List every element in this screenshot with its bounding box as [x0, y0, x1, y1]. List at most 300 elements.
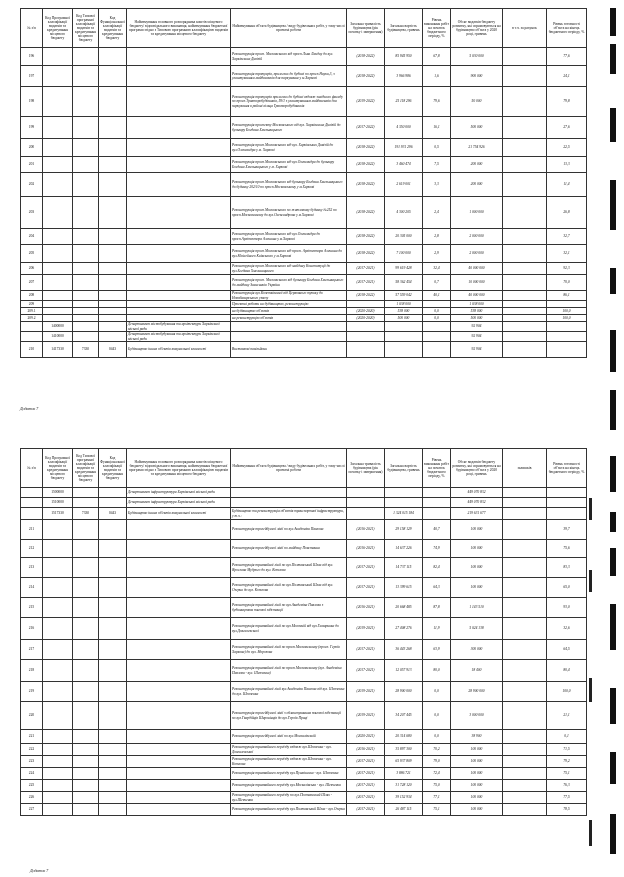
page-1-footer: Додаток 7: [20, 406, 39, 411]
cell-cost: 14 637 226: [385, 540, 423, 558]
cell-cost: [385, 498, 423, 508]
scan-mark: [610, 44, 616, 74]
cell-kpk: [43, 291, 73, 301]
cell-source: [503, 275, 547, 291]
cell-term: (2016-2021): [347, 540, 385, 558]
table-row: [21, 48, 587, 66]
cell-main: [127, 792, 231, 804]
cell-source: [503, 301, 547, 308]
cell-ready: [547, 342, 587, 358]
cell-pct: 40,1: [423, 291, 451, 301]
cell-cost: 28 900 000: [385, 682, 423, 702]
cell-tpkv: [73, 660, 99, 682]
cell-fkv: [99, 87, 127, 117]
cell-cost: 3 966 986: [385, 66, 423, 87]
cell-term: [347, 332, 385, 342]
cell-main: Будівництво інших об'єктів комунальної власності: [127, 342, 231, 358]
cell-cost: 20 305 000: [385, 229, 423, 245]
cell-object: Реконструкція трамвайного переїзду вздовж вул.Шевченка - вул. Котлова: [231, 756, 347, 768]
cell-source: [503, 173, 547, 197]
cell-main: [127, 263, 231, 275]
table-row: [21, 229, 587, 245]
cell-pct: 7,5: [423, 157, 451, 173]
cell-source: [503, 332, 547, 342]
cell-cost: 12 057 913: [385, 660, 423, 682]
cell-pct: 0,0: [423, 308, 451, 315]
table-row: [21, 540, 587, 558]
cell-ready: 32,6: [547, 618, 587, 640]
cell-pct: 16,1: [423, 117, 451, 139]
scan-mark: [589, 678, 592, 702]
cell-cost: 34 207 445: [385, 702, 423, 730]
cell-main: [127, 117, 231, 139]
cell-volume: 28 900 000: [451, 682, 503, 702]
cell-n: 222: [21, 744, 43, 756]
header-pct: Рівень виконання робіт на початок бюджетного періоду, %: [423, 449, 451, 488]
cell-tpkv: [73, 618, 99, 640]
cell-main: [127, 229, 231, 245]
cell-kpk: 1510000: [43, 498, 73, 508]
cell-volume: 40 000 000: [451, 291, 503, 301]
header-tpkv: Код Типової програмної класифікації видатків та кредитування місцевого бюджету: [73, 9, 99, 48]
cell-tpkv: [73, 308, 99, 315]
cell-term: (2017-2021): [347, 792, 385, 804]
cell-ready: [547, 322, 587, 332]
cell-source: [503, 315, 547, 322]
cell-term: (2017-2021): [347, 263, 385, 275]
cell-cost: 7 100 000: [385, 245, 423, 263]
cell-pct: 3,3: [423, 173, 451, 197]
cell-object: Реконструкція тротуарів, прилеглих до будівлі по просп.Науки,3, з улаштуванням майданчиків для паркування у м.Харкові: [231, 66, 347, 87]
cell-main: [127, 768, 231, 780]
cell-kpk: 1400000: [43, 322, 73, 332]
cell-n: 202: [21, 173, 43, 197]
cell-ready: 79,8: [547, 87, 587, 117]
cell-n: 220: [21, 702, 43, 730]
cell-pct: 1,6: [423, 66, 451, 87]
cell-pct: 0,5: [423, 139, 451, 157]
cell-term: (2018-2022): [347, 229, 385, 245]
cell-object: Реконструкція трамвайного переїзду вул.Москалівська - вул. Шевченка: [231, 780, 347, 792]
table-row: [21, 291, 587, 301]
cell-term: (2018-2022): [347, 48, 385, 66]
cell-pct: 87,8: [423, 598, 451, 618]
cell-n: [21, 488, 43, 498]
cell-n: 211: [21, 520, 43, 540]
cell-main: [127, 682, 231, 702]
cell-object: Реконструкція трамвайної лінії по просп.Московському (просп. Героїв Харкова) до вул. Морозова: [231, 640, 347, 660]
cell-kpk: [43, 139, 73, 157]
cell-object: Виставкові павільйони: [231, 342, 347, 358]
cell-volume: 100 000: [451, 540, 503, 558]
table-row: [21, 768, 587, 780]
cell-tpkv: [73, 756, 99, 768]
cell-main: Будівництво інших об'єктів комунальної власності: [127, 508, 231, 520]
cell-object: Реконструкція тролейбусної лінії з облаштуванням тягової підстанції по вул.Гвардійців Широнінців до вул.Героїв Праці: [231, 702, 347, 730]
header-name-obj: Найменування об'єкта будівництва / виду будівельних робіт, у тому числі проектні роботи: [231, 449, 347, 488]
scan-mark: [589, 498, 592, 520]
cell-cost: 85 945 950: [385, 48, 423, 66]
cell-cost: 39 152 934: [385, 792, 423, 804]
header-vol: Обсяг видатків бюджету розвитку, які спрямовуються на будівництво об'єкта у 2020 році, гривень: [451, 9, 503, 48]
cell-volume: 5 024 138: [451, 618, 503, 640]
page-2-footer: Додаток 7: [30, 868, 49, 873]
cell-n: 217: [21, 640, 43, 660]
table-row: [21, 342, 587, 358]
cell-volume: 538 000: [451, 308, 503, 315]
cell-pct: 64,3: [423, 578, 451, 598]
cell-kpk: [43, 308, 73, 315]
scan-mark: [610, 604, 616, 650]
cell-fkv: [99, 275, 127, 291]
cell-object: Реконструкція трамвайного переїзду по вул.Полтавський Шлях - вул.Шевченка: [231, 792, 347, 804]
cell-main: [127, 275, 231, 291]
scan-mark: [610, 512, 616, 532]
cell-n: [21, 332, 43, 342]
cell-kpk: [43, 275, 73, 291]
cell-object: Реконструкція просп.Московського від майдану Конституції до вул.Богдана Хмельницького: [231, 263, 347, 275]
cell-volume: 92 904: [451, 342, 503, 358]
cell-object: Реконструкція просп.Московського від вул. Харківських Дивізій до вул.Олександра у м. Харкові: [231, 139, 347, 157]
cell-pct: 2,8: [423, 229, 451, 245]
cell-kpk: [43, 640, 73, 660]
cell-object: на реконструкцію об'єктів: [231, 315, 347, 322]
cell-pct: 0,0: [423, 730, 451, 744]
cell-main: [127, 598, 231, 618]
table-row: [21, 87, 587, 117]
cell-pct: 2,9: [423, 245, 451, 263]
cell-main: [127, 173, 231, 197]
scan-mark: [610, 268, 616, 294]
cell-ready: 26,8: [547, 197, 587, 229]
table-row: [21, 578, 587, 598]
cell-cost: 25 118 296: [385, 87, 423, 117]
cell-n: 199: [21, 117, 43, 139]
cell-n: 208: [21, 291, 43, 301]
table-row: [21, 197, 587, 229]
cell-term: (2018-2022): [347, 197, 385, 229]
cell-volume: 1 000 000: [451, 197, 503, 229]
header-tpkv: Код Типової програмної класифікації видатків та кредитування місцевого бюджету: [73, 449, 99, 488]
cell-object: Реконструкція тротуарів прилеглих до будівлі вздовж західного фасаду по просп.Тракторобудівників, 59/1 з улаштуванням майданчиків для паркування в районі кільця Тракторобудівників: [231, 87, 347, 117]
cell-object: Реконструкція трамвайного переїзду вул.Пушкінська - вул. Шевченка: [231, 768, 347, 780]
cell-n: 196: [21, 48, 43, 66]
cell-term: [347, 322, 385, 332]
cell-n: 203: [21, 197, 43, 229]
cell-volume: 449 070 832: [451, 488, 503, 498]
cell-ready: 0,1: [547, 730, 587, 744]
cell-object: Реконструкція трамвайної лінії по вул.Полтавський Шлях від вул. Ярослава Мудрого до вул. Котлова: [231, 558, 347, 578]
cell-n: 209.1: [21, 308, 43, 315]
cell-pct: [423, 322, 451, 332]
cell-ready: 75,1: [547, 768, 587, 780]
cell-volume: 100 000: [451, 768, 503, 780]
cell-source: [503, 66, 547, 87]
cell-n: 197: [21, 66, 43, 87]
scan-mark: [610, 752, 616, 784]
cell-tpkv: 7330: [73, 342, 99, 358]
cell-main: [127, 540, 231, 558]
cell-fkv: [99, 173, 127, 197]
cell-main: [127, 780, 231, 792]
cell-fkv: 0443: [99, 508, 127, 520]
cell-pct: 74,9: [423, 540, 451, 558]
cell-source: [503, 508, 547, 520]
cell-source: [503, 768, 547, 780]
cell-fkv: [99, 301, 127, 308]
cell-term: (2016-2021): [347, 598, 385, 618]
cell-ready: 32,7: [547, 229, 587, 245]
cell-term: (2017-2022): [347, 117, 385, 139]
cell-cost: 65 937 809: [385, 756, 423, 768]
cell-tpkv: [73, 598, 99, 618]
cell-fkv: [99, 488, 127, 498]
cell-fkv: [99, 291, 127, 301]
cell-source: [503, 540, 547, 558]
cell-term: (2018-2022): [347, 173, 385, 197]
cell-term: (2017-2021): [347, 780, 385, 792]
table-row: [21, 322, 587, 332]
cell-main: Департамент містобудування та архітектури Харківської міської ради: [127, 322, 231, 332]
cell-volume: 50 000: [451, 87, 503, 117]
cell-kpk: [43, 117, 73, 139]
cell-tpkv: [73, 578, 99, 598]
cell-pct: 72,4: [423, 768, 451, 780]
cell-pct: 0,0: [423, 315, 451, 322]
cell-cost: 191 931 296: [385, 139, 423, 157]
cell-kpk: [43, 792, 73, 804]
cell-term: [347, 508, 385, 520]
cell-pct: 2,4: [423, 197, 451, 229]
cell-object: Будівництво та реконструкція об'єктів транспортної інфраструктури, у т.ч.:: [231, 508, 347, 520]
cell-n: 216: [21, 618, 43, 640]
cell-term: (2017-2021): [347, 756, 385, 768]
cell-volume: 100 000: [451, 520, 503, 540]
cell-term: (2019-2021): [347, 682, 385, 702]
cell-term: (2017-2021): [347, 804, 385, 816]
header-kpk: Код Програмної класифікації видатків та кредитування місцевого бюджету: [43, 449, 73, 488]
cell-pct: [423, 508, 451, 520]
cell-term: (2018-2022): [347, 66, 385, 87]
table-row: [21, 598, 587, 618]
cell-tpkv: [73, 498, 99, 508]
cell-volume: 40 000 000: [451, 263, 503, 275]
cell-cost: 20 668 485: [385, 598, 423, 618]
cell-fkv: [99, 730, 127, 744]
cell-object: Реконструкція просп.Московського від просп. Архітектора Алешина до вул.Ювілейного Київського у м.Харкові: [231, 245, 347, 263]
header-cost: Загальна вартість будівництва, гривень: [385, 9, 423, 48]
cell-cost: 26 487 115: [385, 804, 423, 816]
cell-tpkv: [73, 291, 99, 301]
cell-tpkv: [73, 117, 99, 139]
cell-kpk: [43, 87, 73, 117]
cell-n: [21, 508, 43, 520]
cell-term: (2020-2020): [347, 315, 385, 322]
cell-kpk: 1517330: [43, 508, 73, 520]
cell-cost: 1 324 015 184: [385, 508, 423, 520]
cell-source: [503, 640, 547, 660]
cell-main: [127, 660, 231, 682]
cell-pct: [423, 301, 451, 308]
cell-pct: 0,7: [423, 275, 451, 291]
cell-tpkv: [73, 315, 99, 322]
cell-term: (2017-2021): [347, 578, 385, 598]
cell-fkv: [99, 117, 127, 139]
cell-cost: 27 408 276: [385, 618, 423, 640]
cell-kpk: [43, 768, 73, 780]
cell-n: 206: [21, 263, 43, 275]
cell-fkv: [99, 263, 127, 275]
cell-kpk: [43, 682, 73, 702]
table-row: [21, 558, 587, 578]
cell-tpkv: [73, 173, 99, 197]
cell-volume: 219 631 677: [451, 508, 503, 520]
table-row: [21, 315, 587, 322]
cell-volume: 100 000: [451, 792, 503, 804]
cell-tpkv: [73, 640, 99, 660]
cell-fkv: [99, 744, 127, 756]
scan-mark: [610, 548, 616, 576]
cell-ready: 80,4: [547, 660, 587, 682]
header-row: [21, 449, 587, 488]
cell-cost: 13 399 615: [385, 578, 423, 598]
cell-n: 221: [21, 730, 43, 744]
header-name-obj: Найменування об'єкта будівництва / виду будівельних робіт, у тому числі проектні роботи: [231, 9, 347, 48]
table-row: [21, 702, 587, 730]
cell-fkv: [99, 702, 127, 730]
header-name-main: Найменування головного розпорядника коштів місцевого бюджету/ відповідального виконавця, найменування бюджетної програми згідно з Типовою програмною класифікацією видатків та кредитування місцевого бюджету: [127, 9, 231, 48]
table-row: [21, 660, 587, 682]
cell-volume: 5 030 000: [451, 48, 503, 66]
cell-ready: 100,0: [547, 315, 587, 322]
cell-fkv: [99, 768, 127, 780]
cell-n: 227: [21, 804, 43, 816]
table-row: [21, 301, 587, 308]
cell-kpk: [43, 315, 73, 322]
cell-n: 212: [21, 540, 43, 558]
cell-term: [347, 342, 385, 358]
cell-pct: 67,8: [423, 48, 451, 66]
cell-pct: 82,4: [423, 558, 451, 578]
cell-main: [127, 804, 231, 816]
header-ready: Рівень готовності об'єкта на кінець бюджетного періоду, %: [547, 449, 587, 488]
scan-mark: [589, 820, 592, 846]
cell-n: 226: [21, 792, 43, 804]
cell-source: [503, 598, 547, 618]
cell-n: 209: [21, 301, 43, 308]
cell-object: Реконструкція трамвайної лінії вул.Академіка Павлова від вул. Шевченка до вул. Шевченка: [231, 682, 347, 702]
cell-pct: 80,0: [423, 660, 451, 682]
table-row: [21, 245, 587, 263]
cell-tpkv: [73, 48, 99, 66]
cell-kpk: [43, 756, 73, 768]
cell-main: [127, 744, 231, 756]
cell-kpk: [43, 730, 73, 744]
header-row: [21, 9, 587, 48]
scan-mark: [610, 330, 616, 372]
cell-n: 204: [21, 229, 43, 245]
cell-main: [127, 197, 231, 229]
cell-main: [127, 66, 231, 87]
cell-kpk: [43, 660, 73, 682]
cell-cost: [385, 342, 423, 358]
cell-fkv: [99, 157, 127, 173]
cell-fkv: [99, 618, 127, 640]
cell-tpkv: [73, 332, 99, 342]
cell-object: Реконструкція тролейбусної лінії по вул.Москалівській: [231, 730, 347, 744]
table-row: [21, 173, 587, 197]
header-vol: Обсяг видатків бюджету розвитку, які спрямовуються на будівництво об'єкта у 2020 році, гривень: [451, 449, 503, 488]
cell-source: [503, 520, 547, 540]
cell-main: [127, 291, 231, 301]
cell-object: Реконструкція трамвайного переїзду вул.Полтавський Шлях - вул.Озерна: [231, 804, 347, 816]
cell-ready: 100,0: [547, 682, 587, 702]
scan-mark: [610, 688, 616, 724]
cell-ready: 70,0: [547, 275, 587, 291]
cell-volume: 18 400: [451, 660, 503, 682]
cell-source: [503, 87, 547, 117]
cell-ready: 22,5: [547, 139, 587, 157]
cell-cost: [385, 488, 423, 498]
cell-main: [127, 87, 231, 117]
header-source: залишків: [503, 449, 547, 488]
cell-main: [127, 578, 231, 598]
cell-tpkv: [73, 702, 99, 730]
cell-pct: 75,0: [423, 780, 451, 792]
cell-tpkv: [73, 488, 99, 498]
cell-fkv: [99, 660, 127, 682]
cell-kpk: [43, 804, 73, 816]
cell-kpk: [43, 540, 73, 558]
cell-object: Реконструкція тролейбусної лінії по вул.Академіка Павлова: [231, 520, 347, 540]
cell-source: [503, 322, 547, 332]
cell-cost: 1 038 000: [385, 301, 423, 308]
scan-mark: [589, 570, 592, 592]
cell-n: 213: [21, 558, 43, 578]
cell-fkv: [99, 322, 127, 332]
cell-kpk: [43, 520, 73, 540]
cell-kpk: 1417330: [43, 342, 73, 358]
cell-kpk: [43, 48, 73, 66]
cell-term: (2019-2021): [347, 618, 385, 640]
cell-ready: [547, 488, 587, 498]
cell-fkv: [99, 558, 127, 578]
cell-main: Департамент інфраструктури Харківської міської ради: [127, 498, 231, 508]
cell-source: [503, 342, 547, 358]
header-fkv: Код Функціональної класифікації видатків та кредитування бюджету: [99, 449, 127, 488]
cell-source: [503, 488, 547, 498]
cell-fkv: [99, 578, 127, 598]
cell-main: [127, 618, 231, 640]
header-incl: в т.ч. за рахунок: [503, 9, 547, 48]
scan-mark: [610, 390, 616, 430]
cell-object: [231, 488, 347, 498]
cell-pct: [423, 488, 451, 498]
cell-term: (2018-2022): [347, 139, 385, 157]
cell-tpkv: [73, 263, 99, 275]
cell-term: [347, 301, 385, 308]
cell-tpkv: [73, 157, 99, 173]
cell-kpk: [43, 618, 73, 640]
cell-fkv: [99, 498, 127, 508]
cell-object: Реконструкція просп.Московського по житловому будинку №252 по просп.Московському до вул.Олександрова у м.Харкові: [231, 197, 347, 229]
header-ready: Рівень готовності об'єкта на кінець бюджетного періоду, %: [547, 9, 587, 48]
cell-fkv: [99, 780, 127, 792]
table-row: [21, 618, 587, 640]
cell-pct: 11,9: [423, 618, 451, 640]
cell-volume: 1 143 510: [451, 598, 503, 618]
cell-fkv: [99, 804, 127, 816]
